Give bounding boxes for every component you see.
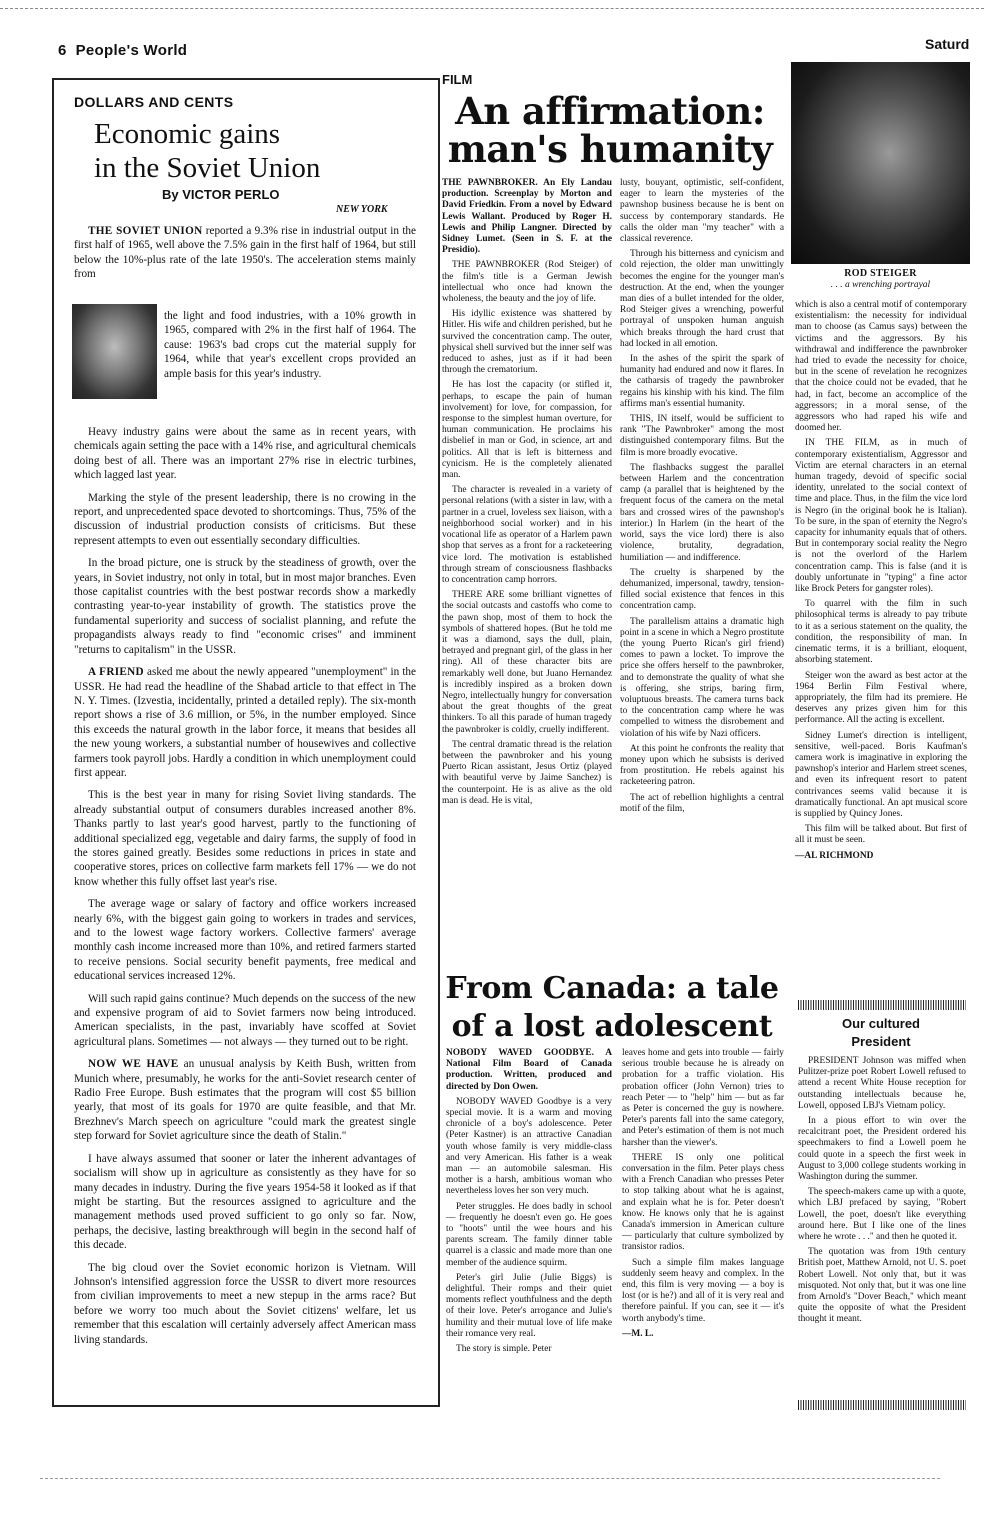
publication-name: People's World [75,42,188,59]
lead-in: A FRIEND [88,666,144,679]
page-header [58,42,187,59]
paragraph: The character is revealed in a variety of personal relations (with a sister in law, with a partner in a cruel, loveless sex liaison, with a neighborhood social worker) and in his vocational life as operator of a Harlem pawn shop that serves as a front for a racketeering vice lord. The motivation is established through stream of consciousness flashbacks to concentration camp horrors. [442,485,612,585]
film-headline [442,89,778,171]
paragraph: lusty, bouyant, optimistic, self-confident, eager to learn the mysteries of the pawnshop business because he is bent on success by contemporary standards. He calls the older man "my teacher" with a classical reverence. [620,178,784,245]
article-body-top [74,224,416,282]
article-headline-line-2: in the Soviet Union [94,152,321,184]
photo-caption-name: ROD STEIGER [844,268,917,279]
canada-headline [442,970,782,1046]
page-day: Saturd [925,36,970,52]
film-credits: THE PAWNBROKER. An Ely Landau production. Screenplay by Morton and David Friedkin. From a novel by Edward Lewis Wallant. Produced by Roger H. Lewis and Philip Langner. Directed by Sidney Lumet. (Seen in S. F. at the Presidio). [442,178,612,256]
paragraph: Sidney Lumet's direction is intelligent, sensitive, well-paced. Boris Kaufman's camera work is imaginative in exploring the pawnshop's interior and Harlem street scenes, and even its infrequent resort to patent contrivances seems valid because it is dramatically functional. An apt musical score is supplied by Quincy Jones. [795,730,967,819]
paragraph: This film will be talked about. But first of all it must be seen. [795,824,967,846]
lead-in: THE SOVIET UNION [88,225,203,237]
paragraph: IN THE FILM, as in much of contemporary existentialism, Aggressor and Victim are eternal characters in an eternal human tragedy, devoid of specific social identity, unrelated to the social context of time and place. Thus, in the film the vice lord is Negro (in the original book he is Italian). To be sure, in the span of eternity the Negro's capacity for inhumanity equals that of others. But in contemporary social reality the Negro is not the overlord of the Harlem concentration camp. This is false (and it is doubly unfortunate in "typing" a fine actor like Brock Peters for gangster roles). [795,438,967,595]
paragraph: Heavy industry gains were about the same as in recent years, with chemicals again setting the pace with a 14% rise, and agricultural chemicals doing best of all. There was an important 27% rise in electric turbines, which lagged last year. [74,426,416,482]
paragraph: Will such rapid gains continue? Much depends on the success of the new and expensive program of aid to Soviet farmers now being introduced. American specialists, in the past, invariably have scoffed at Soviet agricultural plans. Sometimes — not always — they turned out to be right. [74,992,416,1048]
paragraph: The central dramatic thread is the relation between the pawnbroker and his young Puerto Rican assistant, Jesus Ortiz (played with beautiful verve by Jaime Sanchez) is the counterpoint. He is as alive as the old man is dead. He is vital, [442,739,612,806]
paragraph: THIS, IN itself, would be sufficient to rank "The Pawnbroker" among the most distinguished contemporary films. But the film is more broadly evocative. [620,414,784,458]
article-headline-line-1: Economic gains [94,118,281,150]
paragraph: the light and food industries, with a 10% growth in 1965, compared with 2% in the first half of 1964. The cause: 1963's bad crops cut the material supply for 1964, while that year's excellent crops provided an ample basis for this year's industry. [164,310,416,380]
paragraph: He has lost the capacity (or stifled it, perhaps, to escape the pain of human involvement) for love, for compassion, for response to the simplest human overture, for human communication. He proclaims his disbelief in man or God, in science, art and politics. All that is left is bitterness and cynicism. He is the completely alienated man. [442,380,612,481]
paragraph: The cruelty is sharpened by the dehumanized, impersonal, tawdry, tension-filled social existence that fences in this concentration camp. [620,567,784,612]
pawnbroker-column-1 [442,178,612,956]
dollars-and-cents-box [52,78,440,1407]
column-kicker: DOLLARS AND CENTS [74,94,234,110]
page-number: 6 [58,42,67,59]
paragraph: The story is simple. Peter [456,1344,552,1355]
canada-headline-line-2: of a lost adolescent [451,1009,773,1044]
paragraph: Steiger won the award as best actor at the 1964 Berlin Film Festival where, appropriately, the film had its premiere. He deserves any prizes given him for this performance. All the acting is excellent. [795,670,967,726]
film-headline-line-2: man's humanity [447,127,773,171]
paragraph: leaves home and gets into trouble — fairly serious trouble because he is already on probation for a traffic violation. His probation officer (John Vernon) tries to reach Peter — to "help" him — but as far as Peter is concerned the guy is nowhere. Peter's parents fall into the same category, and Peter's estimation of them is not much harsher than the viewer's. [622,1048,784,1148]
paragraph: The big cloud over the Soviet economic horizon is Vietnam. Will Johnson's intensified aggression force the USSR to divert more resources from civilian improvements to meet a new stepup in the arms race? But before we worry too much about the Soviet citizens' welfare, let us remember that this escalation will certainly adversely affect American mass living standards. [74,1261,416,1346]
film-headline-line-1: An affirmation: [455,89,765,133]
canada-column-2 [622,1048,784,1420]
film-credits: NOBODY WAVED GOODBYE. A National Film Board of Canada production. Written, produced and directed by Don Owen. [446,1048,612,1092]
paragraph: NOBODY WAVED Goodbye is a very special movie. It is a warm and moving chronicle of a boy's adolescence. Peter (Peter Kastner) is an attractive Canadian youth whose family is very middle-class and very American. His father is a weak man — an automobile salesman. His mother is a harsh, ambitious woman who nevertheless loves her son very much. [446,1096,612,1197]
author-portrait-photo [72,304,157,399]
cultured-headline [795,1015,967,1051]
paragraph: reported a 9.3% rise in industrial output in the first half of 1965, well above the 7.5% gain in the first half of 1964, but still below the 10%-plus rate of the late 1950's. The acceleration stems mainly from [74,225,416,281]
section-divider [798,1000,966,1010]
section-label: FILM [442,72,473,87]
cultured-headline-line-2: President [851,1034,911,1049]
photo-caption-text: . . . a wrenching portrayal [830,280,931,290]
paragraph: THERE ARE some brilliant vignettes of the social outcasts and castoffs who come to the pawn shop, most of them to hock the symbols of shattered hopes. (But he told me it was a diamond, says the dull, plain, betrayed and pregnant girl, of the glass in her ring). All of these character bits are remarkably well done, but Juano Hernandez is incredibly inspired as a broken down Negro, intellectually hungry for conversation about the great thoughts of the great thinkers. To all this parade of human tragedy the pawnbroker is coldly, cruelly indifferent. [442,590,612,735]
paragraph: The speech-makers came up with a quote, which LBJ prefaced by saying, "Robert Lowell, the poet, doesn't like everything around here. But I like one of the lines where he wrote . . ." and then he quoted it. [798,1187,966,1243]
paragraph: The quotation was from 19th century British poet, Matthew Arnold, not U. S. poet Robert Lowell. Not only that, but it was misquoted. Not only that, but it was one line from Arnold's "Dover Beach," which meant quite the opposite of what the President thought it meant. [798,1247,966,1325]
paragraph: Marking the style of the present leadership, there is no crowing in the report, and unprecedented space devoted to shortcomings. Thus, 75% of the discussion of industrial production consists of criticisms. But these represent attempts to even out essentially secondary difficulties. [74,491,416,547]
signature: —M. L. [622,1328,654,1339]
paragraph: To quarrel with the film in such philosophical terms is already to pay tribute to it as a serious statement on the quality, the condition, the responsibility of man. In cinematic terms, it is a brilliant, eloquent, absorbing statement. [795,599,967,666]
paragraph: Peter's girl Julie (Julie Biggs) is delightful. Their romps and their quiet moments reflect youthfulness and the depth of their love. Peter's arrogance and Julie's humility and their mutual love of life make their romance very real. [446,1272,612,1339]
paragraph: The average wage or salary of factory and office workers increased nearly 6%, with the biggest gain going to workers in trades and services, and to the lowest wage factory workers. Collective farmers' average monthly cash income increased more than 10%, and retired farmers started to receive pensions. Social security benefit payments, free medical and educational services increased 12%. [74,898,416,983]
bottom-rule [40,1478,940,1479]
paragraph: I have always assumed that sooner or later the inherent advantages of socialism will show up in agriculture as consistently as they have for so many decades in industry. During the five years 1954-58 it looked as if that might be starting. But the resources assigned to agriculture and the management methods used proved sufficient to go only so far. Now, perhaps, the decisive, lasting breakthrough will begin in the second half of this decade. [74,1152,416,1252]
paragraph: The act of rebellion highlights a central motif of the film, [620,792,784,814]
paragraph: The flashbacks suggest the parallel between Harlem and the concentration camp (a parallel that is heightened by the frequent focus of the camera on the metal bars and crossed wires of the pawnshop's interior.) In Harlem (in the heart of the world, says the vice lord) there is also violence, brutality, degradation, humiliation — and indifference. [620,462,784,563]
paragraph: In a pious effort to win over the recalcitrant poet, the President ordered his speechmakers to find a Lowell poem he could quote in a speech the first week in August to 3,000 college students working in Washington during the summer. [798,1116,966,1183]
paragraph: PRESIDENT Johnson was miffed when Pulitzer-prize poet Robert Lowell refused to attend a recent White House reception for outstanding intellectuals because he, Lowell, opposed LBJ's Vietnam policy. [798,1056,966,1111]
paragraph: At this point he confronts the reality that money upon which he subsists is derived from prostitution. He rebels against his racketeering patron. [620,743,784,788]
canada-column-1 [446,1048,612,1420]
paragraph: Peter struggles. He does badly in school — frequently he doesn't even go. He goes to "hoots" until the wee hours and his parents scream. The family dinner table quarrel is a classic and made more than one member of the audience squirm. [446,1201,612,1268]
paragraph: Through his bitterness and cynicism and cold rejection, the older man unwittingly becomes the engine for the younger man's destruction. At the end, when the younger man dies of a bullet intended for the older, Rod Steiger gives a wrenching, powerful portrayal of unspoken human anguish which breaks through the hard crust that had locked in all emotion. [620,249,784,349]
paragraph: The parallelism attains a dramatic high point in a scene in which a Negro prostitute (the young Puerto Rican's girl friend) comes to pawn a locket. To improve the price she offers herself to the pawnbroker, and to demonstrate the quality of what she is offering, she strips, baring firm, voluptuous breasts. The camera turns back to the concentration camp where he was compelled to witness the disrobement and violation of his wife by Nazi officers. [620,616,784,739]
section-divider [798,1400,966,1410]
paragraph: This is the best year in many for rising Soviet living standards. The already substantial output of consumers durables increased another 8%. Thanks partly to last year's good harvest, partly to the functioning of additional specialized egg, vegetable and dairy farms, the supply of food in the stores gained greatly. Besides some reductions in prices in state and cooperative stores, prices on collective farm markets fell 17% — we do not know whether this fully offset last year's rise. [74,789,416,888]
lead-in: NOW WE HAVE [88,1058,179,1071]
pawnbroker-column-2 [620,178,784,956]
dateline: NEW YORK [336,204,388,215]
paragraph: which is also a central motif of contemporary existentialism: the necessity for individual man to choose (as Camus says) between the victims and the aggressors. By his withdrawal and indifference the pawnbroker had tried to evade the necessity for choice, but in the scene of revelation he recognizes that the choice could not be evaded, that he had, in fact, become an accomplice of the aggressors; in a moral sense, of the aggressors who had raped his wife and doomed her. [795,300,967,434]
cultured-body [798,1056,966,1396]
canada-headline-line-1: From Canada: a tale [445,971,779,1006]
paragraph: THERE IS only one political conversation in the film. Peter plays chess with a French Canadian who presses Peter to stop talking about what he is against, and explain what he is for. Peter doesn't know. He knows only that he is against Canada's immersion in American culture — particularly that culture symbolized by transistor radios. [622,1152,784,1253]
paragraph: Such a simple film makes language suddenly seem heavy and complex. In the end, this film is very moving — a boy is lost (or is he?) and all of it is very real and therefore painful. If you can, see it — it's worth anybody's time. [622,1257,784,1324]
cultured-headline-line-1: Our cultured [841,1016,920,1031]
rod-steiger-photo [791,62,970,264]
signature: —AL RICHMOND [795,850,874,861]
paragraph: THE PAWNBROKER (Rod Steiger) of the film's title is a German Jewish intellectual who once had known the wholeness, the beauty and the joy of life. [442,260,612,305]
article-body-main [74,425,416,1355]
paragraph: In the ashes of the spirit the spark of humanity had endured and now it flares. In the catharsis of tragedy the pawnbroker regains his kinship with his kind. The film affirms man's essential humanity. [620,354,784,409]
top-rule [0,8,984,9]
pawnbroker-column-3 [795,300,967,1000]
paragraph: In the broad picture, one is struck by the steadiness of growth, over the years, in Soviet industry, not only in total, but in most major branches. Even those capitalist countries with the best postwar records show a markedly contrasting year-to-year instability of growth. The statistics prove the fundamental superiority and success of socialist planning, and refute the propagandists always ready to find "economic crises" and imminent "returns to capitalism" in the USSR. [74,557,416,656]
article-body-wrap [164,309,416,389]
byline: By VICTOR PERLO [162,187,280,202]
paragraph: an unusual analysis by Keith Bush, written from Munich where, presumably, he works for the anti-Soviet research center of Radio Free Europe. Bush estimates that the program will cost $5 billion yearly, that most of its goals for 1970 are quite feasible, and that Mr. Brezhnev's March speech on agriculture "could mark the greatest single step forward for Soviet agriculture since the death of Stalin." [74,1058,416,1143]
paragraph: asked me about the newly appeared "unemployment" in the USSR. He had read the headline of the Shabad article to that effect in The N. Y. Times. (Izvestia, incidentally, printed a detailed reply). The six-month report shows a rise of 3.6 million, or 5%, in the number employed. Since this exceeds the natural growth in the labor force, it means that besides all the new young workers, a substantial number of housewives and collective farmers took payroll jobs. Hardly a condition in which unemployment could first appear. [74,666,416,779]
paragraph: His idyllic existence was shattered by Hitler. His wife and children perished, but he survived the concentration camp. The outer, physical shell survived but the inner self was reduced to ashes, just as if it had been through the crematorium. [442,309,612,376]
